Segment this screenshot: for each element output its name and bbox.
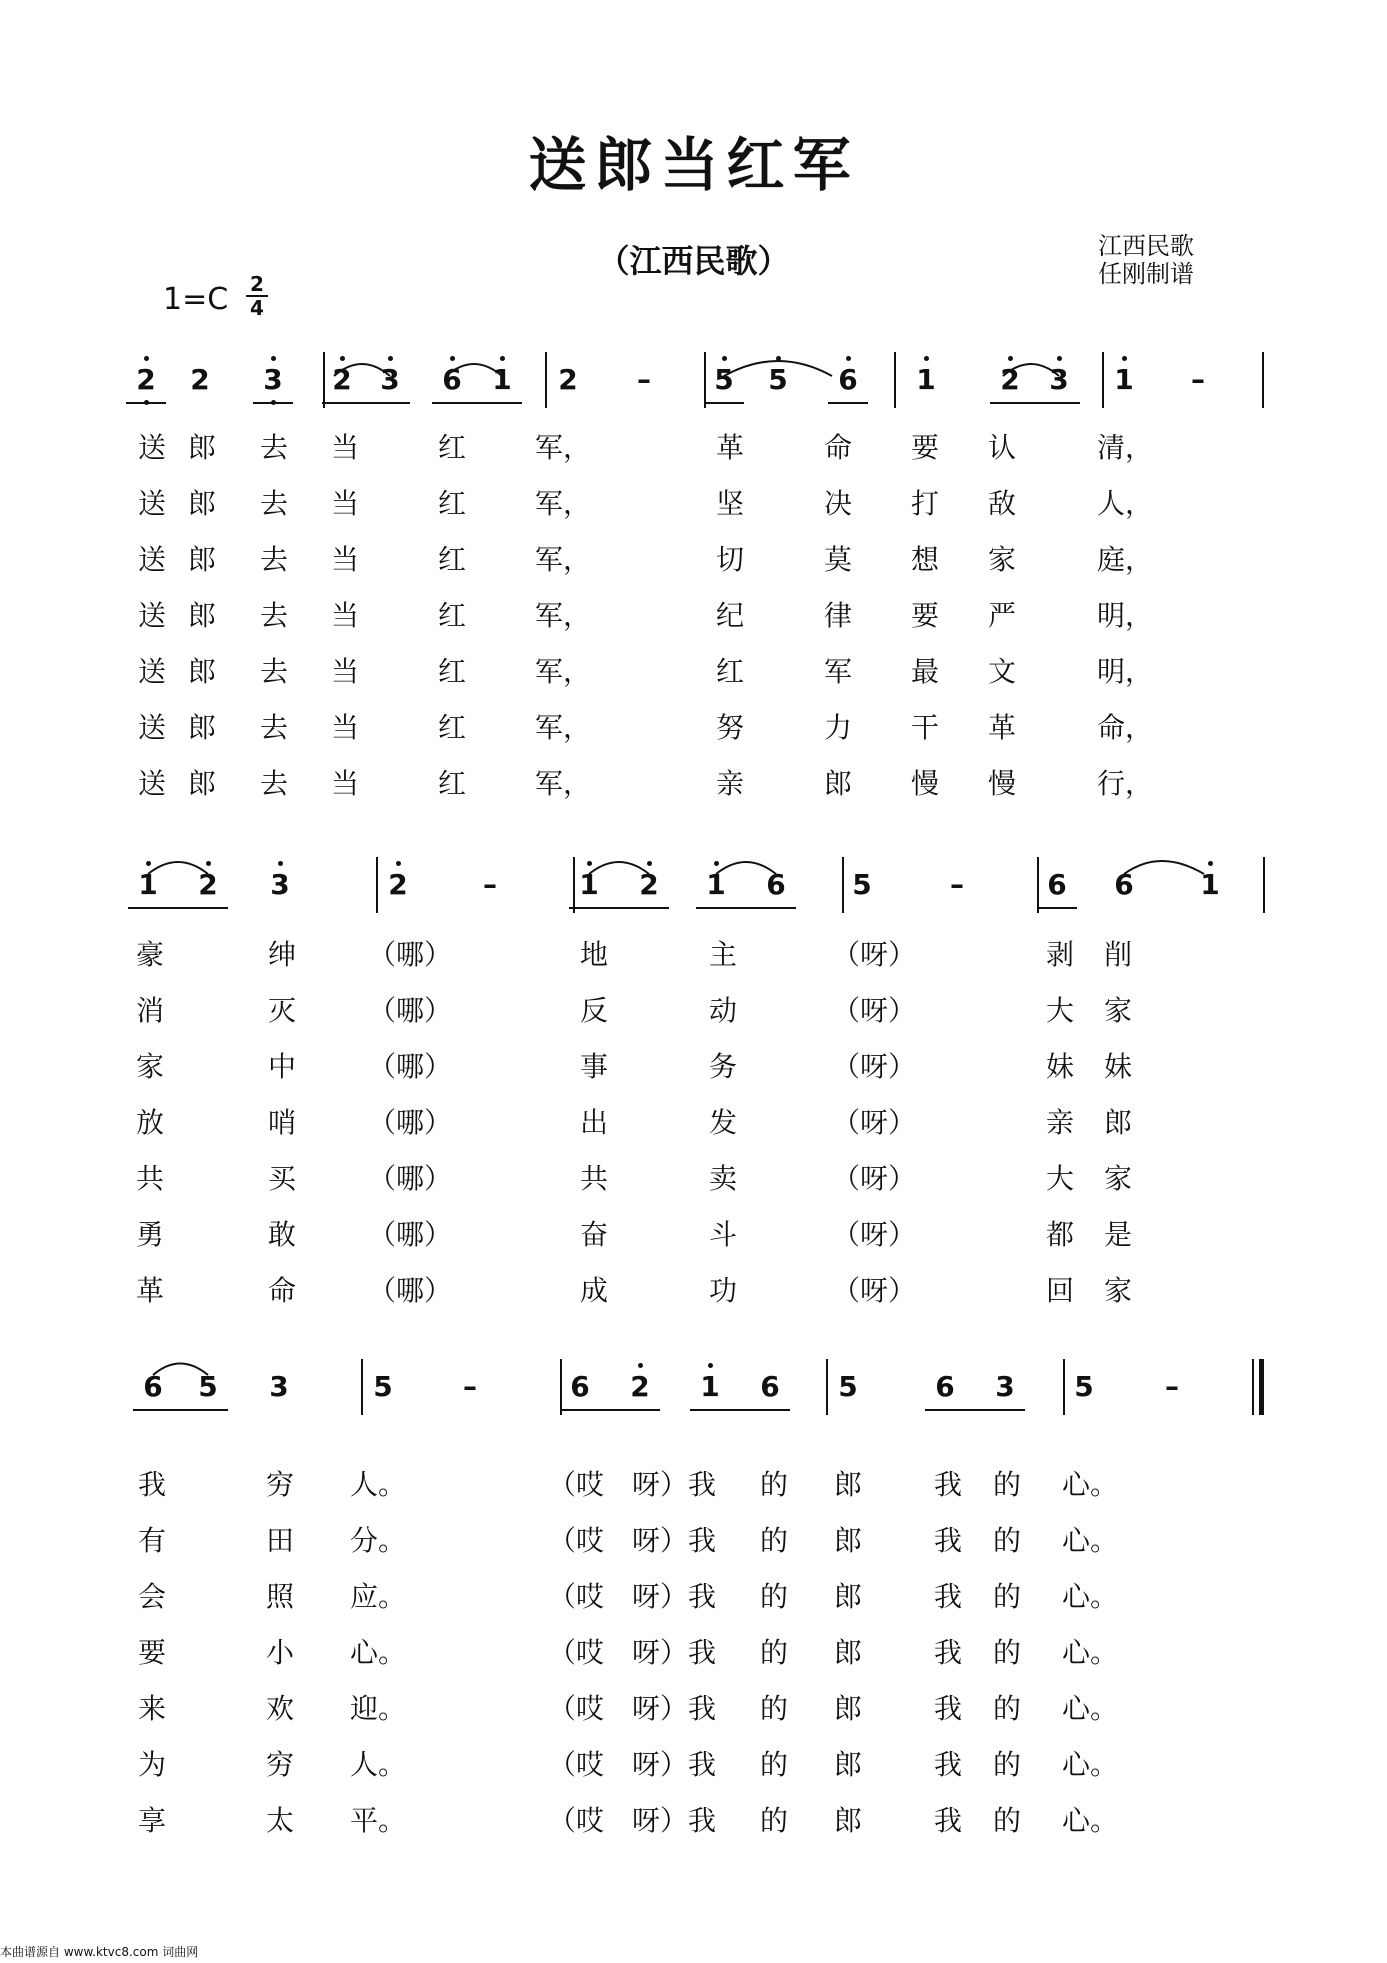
lyric-line3-v4-5: 郎 [833,1636,862,1669]
lyric-line3-v4-3: （哎 呀）我 [548,1636,717,1669]
footer-source: 本曲谱源自 www.ktvc8.com 词曲网 [0,1945,199,1959]
note-line3-8: 6 [760,1370,780,1403]
lyric-line1-v6-10: 命， [1096,711,1153,744]
key-signature: 1=C [163,282,229,317]
lyric-line1-v2-5: 军， [534,487,591,520]
lyric-line2-v3-3: 事 [579,1050,608,1083]
note-line1-8: – [637,363,651,396]
note-line1-9: 5 [702,365,746,395]
lyric-line2-v2-7: 家 [1103,994,1132,1027]
note-line3-9: 5 [838,1370,858,1403]
lyric-line1-v3-6: 切 [715,543,744,576]
lyric-line2-v3-0: 家 [135,1050,164,1083]
note-line3-3: 5 [373,1370,393,1403]
lyric-line3-v6-2: 人。 [349,1748,406,1781]
note-line1-2: 3 [251,365,295,395]
lyric-line1-v4-8: 要 [910,599,939,632]
tie-line2-b [589,862,649,874]
lyric-line1-v1-4: 红 [437,431,466,464]
lyric-line3-v2-1: 田 [265,1524,294,1557]
lyric-line1-v5-4: 红 [437,655,466,688]
note-line2-2: 3 [258,870,302,900]
lyric-line3-v7-2: 平。 [349,1804,406,1837]
lyric-line1-v3-10: 庭， [1096,543,1153,576]
lyric-line1-v2-6: 坚 [715,487,744,520]
lyric-line1-v2-4: 红 [437,487,466,520]
lyric-line2-v1-1: 绅 [267,938,296,971]
note-line1-15: 1 [1102,365,1146,395]
lyric-line2-v6-4: 斗 [708,1218,737,1251]
note-line1-4: 3 [368,365,412,395]
lyric-line2-v1-4: 主 [708,938,737,971]
lyric-line2-v2-0: 消 [135,994,164,1027]
lyric-line1-v3-9: 家 [987,543,1016,576]
note-line2-12: 6 [1114,868,1134,901]
lyric-line3-v7-7: 的 [992,1804,1021,1837]
lyric-line3-v4-6: 我 [933,1636,962,1669]
lyric-line1-v7-6: 亲 [715,767,744,800]
lyric-line2-v1-6: 剥 [1045,938,1074,971]
lyric-line3-v6-7: 的 [992,1748,1021,1781]
lyric-line1-v4-9: 严 [987,599,1016,632]
lyric-line2-v7-7: 家 [1103,1274,1132,1307]
note-line3-2: 3 [269,1370,289,1403]
lyric-line3-v4-7: 的 [992,1636,1021,1669]
lyric-line3-v2-5: 郎 [833,1524,862,1557]
lyric-line1-v1-0: 送 [137,431,166,464]
note-line1-3: 2 [320,365,364,395]
lyric-line3-v7-0: 享 [137,1804,166,1837]
lyric-line3-v5-2: 迎。 [349,1692,406,1725]
lyric-line2-v7-5: （呀） [832,1274,917,1307]
tie-line1-b [446,364,502,376]
lyric-line1-v3-0: 送 [137,543,166,576]
lyric-line2-v3-6: 妹 [1045,1050,1074,1083]
lyric-line3-v3-7: 的 [992,1580,1021,1613]
lyric-line3-v7-3: （哎 呀）我 [548,1804,717,1837]
note-line1-1: 2 [190,363,210,396]
lyric-line3-v1-2: 人。 [349,1468,406,1501]
time-signature-bottom: 4 [250,296,264,320]
note-line3-12: 5 [1074,1370,1094,1403]
lyric-line1-v2-0: 送 [137,487,166,520]
note-line2-9: 5 [852,868,872,901]
lyric-line1-v1-6: 革 [715,431,744,464]
note-line3-11: 3 [995,1370,1015,1403]
lyric-line3-v1-6: 我 [933,1468,962,1501]
lyric-line1-v4-10: 明， [1096,599,1153,632]
lyric-line3-v6-0: 为 [137,1748,166,1781]
note-line3-4: – [463,1370,477,1403]
lyric-line1-v7-0: 送 [137,767,166,800]
lyric-line3-v6-5: 郎 [833,1748,862,1781]
lyric-line2-v4-6: 亲 [1045,1106,1074,1139]
lyric-line3-v6-4: 的 [759,1748,788,1781]
lyric-line2-v1-5: （呀） [832,938,917,971]
lyric-line3-v2-4: 的 [759,1524,788,1557]
song-subtitle: （江西民歌） [597,242,790,280]
lyric-line1-v4-0: 送 [137,599,166,632]
lyric-line3-v3-6: 我 [933,1580,962,1613]
lyric-line1-v6-9: 革 [987,711,1016,744]
lyric-line2-v2-4: 动 [708,994,737,1027]
lyric-line1-v2-2: 去 [259,487,288,520]
lyric-line3-v2-6: 我 [933,1524,962,1557]
lyric-line3-v4-2: 心。 [349,1636,406,1669]
credit-origin: 江西民歌 [1098,232,1194,260]
note-line1-11: 6 [826,365,870,395]
song-title: 送郎当红军 [528,131,859,199]
lyric-line1-v7-5: 军， [534,767,591,800]
lyric-line2-v4-3: 出 [579,1106,608,1139]
lyric-line3-v6-3: （哎 呀）我 [548,1748,717,1781]
note-line2-8: 6 [766,868,786,901]
lyric-line2-v6-7: 是 [1103,1218,1132,1251]
lyric-line2-v1-2: （哪） [368,938,453,971]
lyric-line1-v7-4: 红 [437,767,466,800]
lyric-line3-v2-7: 的 [992,1524,1021,1557]
note-line2-1: 2 [186,870,230,900]
lyric-line1-v2-3: 当 [330,487,359,520]
lyric-line2-v4-2: （哪） [368,1106,453,1139]
note-line3-7: 1 [688,1372,732,1402]
lyric-line3-v2-3: （哎 呀）我 [548,1524,717,1557]
lyric-line3-v2-8: 心。 [1061,1524,1118,1557]
lyric-line3-v5-7: 的 [992,1692,1021,1725]
note-line3-5: 6 [570,1370,590,1403]
lyric-line2-v2-3: 反 [579,994,608,1027]
lyric-line3-v1-3: （哎 呀）我 [548,1468,717,1501]
lyric-line3-v4-8: 心。 [1061,1636,1118,1669]
note-line3-1: 5 [198,1370,218,1403]
lyric-line3-v7-6: 我 [933,1804,962,1837]
lyric-line3-v5-6: 我 [933,1692,962,1725]
lyric-line3-v5-8: 心。 [1061,1692,1118,1725]
lyric-line2-v5-0: 共 [135,1162,164,1195]
tie-line3-a [153,1364,208,1376]
note-line2-6: 2 [627,870,671,900]
lyric-line3-v1-7: 的 [992,1468,1021,1501]
lyric-line2-v2-1: 灭 [267,994,296,1027]
lyric-line1-v7-2: 去 [259,767,288,800]
lyric-line1-v1-10: 清， [1096,431,1153,464]
lyric-line1-v7-8: 慢 [910,767,939,800]
lyric-line3-v5-5: 郎 [833,1692,862,1725]
lyric-line3-v3-4: 的 [759,1580,788,1613]
lyric-line1-v7-7: 郎 [823,767,852,800]
lyric-line1-v3-2: 去 [259,543,288,576]
lyric-line2-v6-1: 敢 [267,1218,296,1251]
lyric-line1-v3-1: 郎 [187,543,216,576]
lyric-line1-v4-3: 当 [330,599,359,632]
lyric-line2-v6-5: （呀） [832,1218,917,1251]
lyric-line1-v5-9: 文 [987,655,1016,688]
lyric-line1-v4-7: 律 [823,599,852,632]
lyric-line2-v5-6: 大 [1045,1162,1074,1195]
lyric-line2-v4-5: （呀） [832,1106,917,1139]
lyric-line2-v4-7: 郎 [1103,1106,1132,1139]
note-line3-13: – [1165,1370,1179,1403]
lyric-line3-v5-0: 来 [137,1692,166,1725]
lyric-line1-v5-1: 郎 [187,655,216,688]
lyric-line3-v4-1: 小 [265,1636,294,1669]
lyric-line1-v6-2: 去 [259,711,288,744]
lyric-line1-v3-3: 当 [330,543,359,576]
lyric-line2-v3-7: 妹 [1103,1050,1132,1083]
lyric-line1-v5-10: 明， [1096,655,1153,688]
lyric-line1-v5-8: 最 [910,655,939,688]
lyric-line3-v3-2: 应。 [349,1580,406,1613]
note-line1-6: 1 [480,365,524,395]
lyric-line1-v5-6: 红 [715,655,744,688]
lyric-line3-v3-8: 心。 [1061,1580,1118,1613]
note-line3-6: 2 [618,1372,662,1402]
note-line1-5: 6 [430,365,474,395]
note-line1-16: – [1191,363,1205,396]
tie-line2-d [1124,861,1204,874]
note-line1-0: 2 [124,365,168,395]
tie-line2-c [716,862,776,874]
lyric-line2-v1-7: 削 [1103,938,1132,971]
note-line2-7: 1 [694,870,738,900]
lyric-line1-v1-2: 去 [259,431,288,464]
note-line2-13: 1 [1188,870,1232,900]
lyric-line1-v1-7: 命 [823,431,852,464]
note-line2-0: 1 [126,870,170,900]
note-line1-10: 5 [756,365,800,395]
lyric-line1-v6-6: 努 [715,711,744,744]
lyric-line2-v6-0: 勇 [135,1218,164,1251]
lyric-line2-v5-2: （哪） [368,1162,453,1195]
lyric-line1-v5-2: 去 [259,655,288,688]
lyric-line1-v6-5: 军， [534,711,591,744]
lyric-line2-v2-6: 大 [1045,994,1074,1027]
lyric-line3-v6-6: 我 [933,1748,962,1781]
lyric-line1-v5-3: 当 [330,655,359,688]
lyric-line3-v5-1: 欢 [265,1692,294,1725]
note-line3-0: 6 [143,1370,163,1403]
tie-line1-a [334,364,390,376]
lyric-line1-v5-5: 军， [534,655,591,688]
lyric-line1-v6-4: 红 [437,711,466,744]
lyric-line2-v4-4: 发 [708,1106,737,1139]
lyric-line3-v1-4: 的 [759,1468,788,1501]
lyric-line3-v3-3: （哎 呀）我 [548,1580,717,1613]
lyric-line1-v4-4: 红 [437,599,466,632]
lyric-line1-v1-3: 当 [330,431,359,464]
note-line2-11: 6 [1047,868,1067,901]
tie-line2-a [148,862,208,874]
note-line1-12: 1 [904,365,948,395]
lyric-line1-v4-5: 军， [534,599,591,632]
lyric-line3-v7-8: 心。 [1061,1804,1118,1837]
lyric-line1-v2-9: 敌 [987,487,1016,520]
lyric-line1-v1-9: 认 [987,431,1016,464]
note-line3-10: 6 [935,1370,955,1403]
lyric-line3-v1-0: 我 [137,1468,166,1501]
lyric-line1-v7-3: 当 [330,767,359,800]
lyric-line3-v7-5: 郎 [833,1804,862,1837]
lyric-line1-v7-1: 郎 [187,767,216,800]
lyric-line2-v7-3: 成 [579,1274,608,1307]
lyric-line3-v6-1: 穷 [265,1748,294,1781]
note-line1-7: 2 [558,363,578,396]
lyric-line2-v1-3: 地 [579,938,608,971]
lyric-line3-v7-4: 的 [759,1804,788,1837]
lyric-line3-v6-8: 心。 [1061,1748,1118,1781]
note-line1-13: 2 [988,365,1032,395]
lyric-line3-v3-5: 郎 [833,1580,862,1613]
lyric-line3-v1-8: 心。 [1061,1468,1118,1501]
lyric-line2-v3-5: （呀） [832,1050,917,1083]
lyric-line1-v3-7: 莫 [823,543,852,576]
lyric-line3-v2-2: 分。 [349,1524,406,1557]
lyric-line1-v3-5: 军， [534,543,591,576]
lyric-line1-v7-9: 慢 [987,767,1016,800]
lyric-line2-v4-0: 放 [135,1106,164,1139]
lyric-line2-v6-6: 都 [1045,1218,1074,1251]
lyric-line2-v7-1: 命 [267,1274,296,1307]
lyric-line1-v6-7: 力 [823,711,852,744]
lyric-line2-v1-0: 豪 [135,938,164,971]
lyric-line1-v2-1: 郎 [187,487,216,520]
lyric-line2-v7-0: 革 [135,1274,164,1307]
lyric-line2-v6-2: （哪） [368,1218,453,1251]
lyric-line1-v7-10: 行， [1096,767,1153,800]
lyric-line2-v2-5: （呀） [832,994,917,1027]
lyric-line2-v4-1: 哨 [267,1106,296,1139]
lyric-line2-v5-5: （呀） [832,1162,917,1195]
lyric-line3-v1-1: 穷 [265,1468,294,1501]
tie-line1-c [724,361,832,376]
lyric-line2-v5-4: 卖 [708,1162,737,1195]
lyric-line1-v6-1: 郎 [187,711,216,744]
lyric-line1-v4-2: 去 [259,599,288,632]
note-line2-4: – [483,868,497,901]
lyric-line1-v1-8: 要 [910,431,939,464]
lyric-line2-v7-2: （哪） [368,1274,453,1307]
lyric-line2-v6-3: 奋 [579,1218,608,1251]
note-line2-5: 1 [567,870,611,900]
lyric-line3-v3-1: 照 [265,1580,294,1613]
lyric-line3-v5-4: 的 [759,1692,788,1725]
lyric-line3-v5-3: （哎 呀）我 [548,1692,717,1725]
lyric-line1-v6-3: 当 [330,711,359,744]
lyric-line1-v6-0: 送 [137,711,166,744]
note-line2-3: 2 [376,870,420,900]
lyric-line3-v2-0: 有 [137,1524,166,1557]
lyric-line2-v7-4: 功 [708,1274,737,1307]
lyric-line3-v4-4: 的 [759,1636,788,1669]
lyric-line2-v2-2: （哪） [368,994,453,1027]
lyric-line1-v5-7: 军 [823,655,852,688]
note-line1-14: 3 [1037,365,1081,395]
lyric-line3-v7-1: 太 [265,1804,294,1837]
credit-transcriber: 任刚制谱 [1098,260,1194,288]
tie-line1-d [1003,364,1059,376]
lyric-line2-v3-2: （哪） [368,1050,453,1083]
lyric-line3-v3-0: 会 [137,1580,166,1613]
lyric-line1-v6-8: 干 [910,711,939,744]
lyric-line3-v4-0: 要 [137,1636,166,1669]
lyric-line2-v5-7: 家 [1103,1162,1132,1195]
lyric-line3-v1-5: 郎 [833,1468,862,1501]
lyric-line1-v2-8: 打 [910,487,939,520]
time-signature-top: 2 [250,272,264,296]
lyric-line2-v5-1: 买 [267,1162,296,1195]
lyric-line1-v4-6: 纪 [715,599,744,632]
lyric-line1-v1-5: 军， [534,431,591,464]
note-line2-10: – [950,868,964,901]
lyric-line1-v2-10: 人， [1096,487,1153,520]
lyric-line2-v5-3: 共 [579,1162,608,1195]
lyric-line1-v1-1: 郎 [187,431,216,464]
lyric-line1-v2-7: 决 [823,487,852,520]
lyric-line2-v3-1: 中 [267,1050,296,1083]
lyric-line2-v3-4: 务 [708,1050,737,1083]
lyric-line1-v3-4: 红 [437,543,466,576]
lyric-line2-v7-6: 回 [1045,1274,1074,1307]
lyric-line1-v4-1: 郎 [187,599,216,632]
lyric-line1-v3-8: 想 [910,543,939,576]
lyric-line1-v5-0: 送 [137,655,166,688]
